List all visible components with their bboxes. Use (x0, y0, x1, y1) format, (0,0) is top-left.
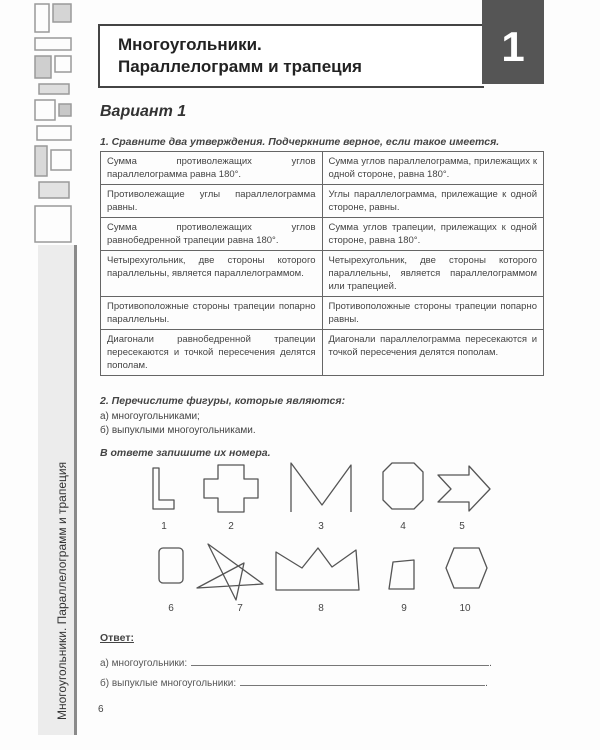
figure-2-cross (204, 465, 258, 512)
statement-left[interactable]: Противолежащие углы параллелограмма равны. (101, 185, 323, 218)
answer-heading: Ответ: (100, 632, 134, 644)
chapter-number: 1 (501, 23, 525, 70)
statement-left[interactable]: Четырехугольник, две стороны которого параллельны, является параллелограммом. (101, 251, 323, 297)
statement-left[interactable]: Диагонали равнобедренной трапеции пересекаются и точкой пересечения делятся пополам. (101, 330, 323, 376)
figure-6-rounded-rect (159, 548, 183, 583)
figure-5-arrow (438, 466, 490, 511)
statement-right[interactable]: Углы параллелограмма, прилежащие к одной стороне, равны. (322, 185, 544, 218)
figure-10-hexagon (446, 548, 487, 588)
task1-prompt: 1. Сравните два утверждения. Подчеркните верное, если такое имеется. (100, 136, 500, 148)
figure-label: 2 (228, 521, 234, 532)
statement-left[interactable]: Противоположные стороны трапеции попарно параллельны. (101, 297, 323, 330)
task2-note: В ответе запишите их номера. (100, 447, 271, 459)
figure-label: 7 (237, 603, 243, 614)
answer-input-b[interactable] (240, 675, 485, 686)
statement-left[interactable]: Сумма противолежащих углов равнобедренной трапеции равна 180°. (101, 218, 323, 251)
variant-heading: Вариант 1 (100, 103, 187, 120)
figure-label: 6 (168, 603, 174, 614)
figure-label: 10 (459, 603, 471, 614)
figure-9-trapezoid (389, 560, 414, 589)
title-line-2: Параллелограмм и трапеция (118, 57, 362, 76)
statement-right[interactable]: Противоположные стороны трапеции попарно равны. (322, 297, 544, 330)
figure-1-l-shape (153, 468, 174, 509)
statement-right[interactable]: Сумма углов трапеции, прилежащих к одной стороне, равна 180°. (322, 218, 544, 251)
figure-7-star (197, 544, 263, 600)
figure-label: 5 (459, 521, 465, 532)
page-number: 6 (98, 704, 104, 715)
task2-prompt: 2. Перечислите фигуры, которые являются: (100, 395, 346, 407)
figure-label: 1 (161, 521, 167, 532)
figure-3-open-zigzag (291, 463, 351, 512)
statement-right[interactable]: Четырехугольник, две стороны которого параллельны, является параллелограммом или трапецией. (322, 251, 544, 297)
answer-label-b: б) выпуклые многоугольники: (100, 678, 237, 689)
statement-left[interactable]: Сумма противолежащих углов параллелограмма равна 180°. (101, 152, 323, 185)
figure-label: 4 (400, 521, 406, 532)
answer-label-a: а) многоугольники: (100, 658, 188, 669)
figure-label: 3 (318, 521, 324, 532)
figure-label: 9 (401, 603, 407, 614)
answer-end-a: . (489, 658, 492, 669)
answer-input-a[interactable] (191, 655, 489, 666)
answer-end-b: . (485, 678, 488, 689)
answer-line-b (100, 675, 488, 689)
running-title: Многоугольники. Параллелограмм и трапеция (55, 461, 69, 720)
figure-4-octagon (383, 463, 423, 509)
figure-8-crown (276, 548, 359, 590)
statement-right[interactable]: Диагонали параллелограмма пересекаются и точкой пересечения делятся пополам. (322, 330, 544, 376)
answer-line-a (100, 655, 492, 669)
figure-label: 8 (318, 603, 324, 614)
task2-option-a: а) многоугольниками; (100, 411, 200, 422)
statement-right[interactable]: Сумма углов параллелограмма, прилежащих к одной стороне, равна 180°. (322, 152, 544, 185)
title-line-1: Многоугольники. (118, 35, 262, 54)
task2-option-b: б) выпуклыми многоугольниками. (100, 425, 256, 436)
